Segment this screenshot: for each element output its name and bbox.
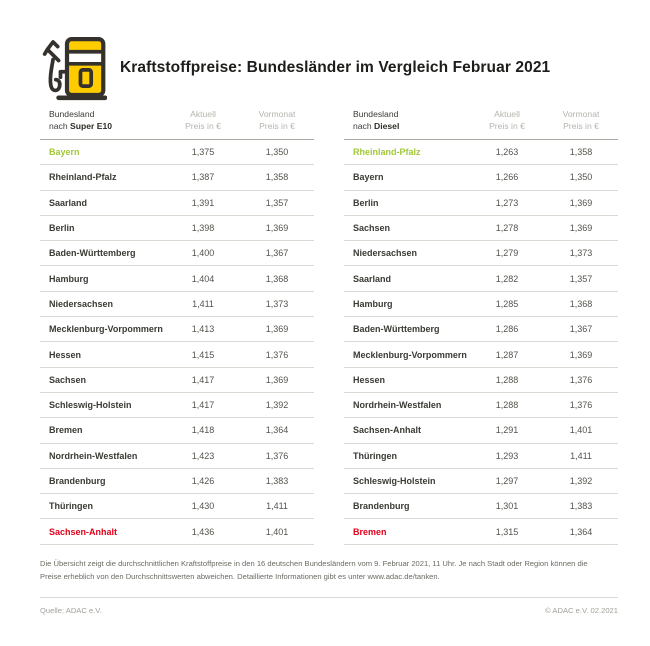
table-header	[40, 109, 314, 140]
state-name: Nordrhein-Westfalen	[49, 450, 138, 461]
current-price: 1,417	[191, 374, 215, 385]
state-name: Sachsen-Anhalt	[49, 526, 118, 537]
table-row	[40, 418, 314, 443]
current-price: 1,375	[191, 147, 215, 158]
column-header-previous: Vormonat Preis in €	[562, 109, 600, 131]
current-price: 1,263	[495, 147, 519, 158]
state-name: Sachsen-Anhalt	[353, 425, 422, 436]
state-name: Sachsen	[353, 223, 391, 234]
current-price: 1,288	[495, 374, 519, 385]
state-name: Bremen	[353, 526, 387, 537]
previous-month-price: 1,411	[570, 450, 592, 461]
source-label: Quelle: ADAC e.V.	[40, 605, 102, 615]
previous-month-price: 1,357	[265, 197, 289, 208]
previous-month-price: 1,376	[569, 400, 593, 411]
previous-month-price: 1,383	[265, 476, 289, 486]
state-name: Bayern	[49, 147, 80, 158]
previous-month-price: 1,376	[569, 374, 593, 385]
table-row	[344, 241, 618, 266]
table-row	[344, 342, 618, 367]
current-price: 1,426	[191, 476, 215, 486]
current-price: 1,430	[191, 501, 215, 512]
current-price: 1,418	[191, 425, 215, 436]
table-row	[40, 216, 314, 241]
previous-month-price: 1,357	[569, 273, 593, 284]
state-name: Nordrhein-Westfalen	[353, 400, 442, 411]
current-price: 1,266	[495, 172, 519, 183]
current-price: 1,282	[495, 273, 519, 284]
previous-month-price: 1,376	[265, 349, 289, 360]
table-row	[344, 368, 618, 393]
table-row	[344, 292, 618, 317]
table-row	[40, 191, 314, 216]
current-price: 1,315	[495, 526, 519, 537]
state-name: Sachsen	[49, 374, 87, 385]
current-price: 1,391	[191, 197, 215, 208]
previous-month-price: 1,376	[265, 450, 289, 461]
table-row	[344, 494, 618, 519]
table-row	[344, 266, 618, 291]
state-name: Hessen	[353, 374, 386, 385]
state-name: Niedersachsen	[49, 298, 114, 309]
current-price: 1,273	[495, 197, 519, 208]
previous-month-price: 1,367	[569, 324, 593, 335]
previous-month-price: 1,369	[569, 197, 593, 208]
current-price: 1,285	[495, 298, 519, 309]
previous-month-price: 1,369	[569, 223, 593, 234]
table-row	[344, 216, 618, 241]
tables-container	[40, 109, 618, 545]
previous-month-price: 1,369	[265, 374, 289, 385]
copyright-label: © ADAC e.V. 02.2021	[545, 605, 618, 615]
current-price: 1,400	[191, 248, 215, 259]
table-row	[344, 519, 618, 544]
state-name: Brandenburg	[49, 476, 106, 486]
current-price: 1,413	[191, 324, 215, 335]
table-header	[344, 109, 618, 140]
previous-month-price: 1,401	[569, 425, 593, 436]
previous-month-price: 1,369	[265, 324, 289, 335]
current-price: 1,288	[495, 400, 519, 411]
fuel-type-label: Diesel	[374, 120, 400, 131]
state-name: Schleswig-Holstein	[353, 476, 436, 486]
table-row	[344, 140, 618, 165]
table-row	[40, 444, 314, 469]
current-price: 1,286	[495, 324, 519, 335]
column-header-state: Bundesland nach Super E10	[49, 109, 113, 131]
table-row	[344, 393, 618, 418]
current-price: 1,387	[191, 172, 215, 183]
previous-month-price: 1,369	[569, 349, 593, 360]
previous-month-price: 1,367	[265, 248, 289, 259]
state-name: Baden-Württemberg	[49, 248, 136, 259]
column-header-current: Aktuell Preis in €	[489, 109, 525, 131]
state-name: Bayern	[353, 172, 384, 183]
current-price: 1,423	[191, 450, 215, 461]
table-row	[40, 469, 314, 494]
table-row	[40, 519, 314, 544]
previous-month-price: 1,364	[265, 425, 289, 436]
table-row	[40, 165, 314, 190]
current-price: 1,398	[191, 223, 215, 234]
table-row	[40, 292, 314, 317]
state-name: Mecklenburg-Vorpommern	[49, 324, 163, 335]
table-row	[40, 393, 314, 418]
header	[40, 33, 618, 103]
state-name: Hamburg	[353, 298, 393, 309]
state-name: Thüringen	[353, 450, 397, 461]
super-e10-table	[40, 109, 314, 545]
page-title: Kraftstoffpreise: Bundesländer im Vergleich Februar 2021	[120, 59, 551, 76]
state-name: Baden-Württemberg	[353, 324, 440, 335]
state-name: Rheinland-Pfalz	[49, 172, 117, 183]
state-name: Hessen	[49, 349, 82, 360]
previous-month-price: 1,350	[265, 147, 289, 158]
previous-month-price: 1,368	[265, 273, 289, 284]
table-row	[40, 266, 314, 291]
state-name: Thüringen	[49, 501, 93, 512]
previous-month-price: 1,373	[569, 248, 593, 259]
table-row	[344, 165, 618, 190]
previous-month-price: 1,358	[265, 172, 289, 183]
table-row	[40, 368, 314, 393]
current-price: 1,417	[191, 400, 215, 411]
previous-month-price: 1,401	[265, 526, 289, 537]
state-name: Hamburg	[49, 273, 89, 284]
table-row	[40, 494, 314, 519]
current-price: 1,404	[191, 273, 215, 284]
state-name: Saarland	[353, 273, 392, 284]
state-name: Saarland	[49, 197, 88, 208]
previous-month-price: 1,373	[265, 298, 289, 309]
state-name: Berlin	[353, 197, 379, 208]
current-price: 1,287	[495, 349, 519, 360]
current-price: 1,279	[495, 248, 519, 259]
state-name: Mecklenburg-Vorpommern	[353, 349, 467, 360]
current-price: 1,415	[191, 349, 215, 360]
current-price: 1,301	[495, 501, 519, 512]
previous-month-price: 1,358	[569, 147, 593, 158]
state-name: Berlin	[49, 223, 75, 234]
previous-month-price: 1,392	[265, 400, 289, 411]
diesel-table	[344, 109, 618, 545]
table-rows	[344, 140, 618, 545]
previous-month-price: 1,364	[569, 526, 593, 537]
table-rows	[40, 140, 314, 545]
column-header-current: Aktuell Preis in €	[185, 109, 221, 131]
table-row	[40, 140, 314, 165]
previous-month-price: 1,369	[265, 223, 289, 234]
previous-month-price: 1,350	[569, 172, 593, 183]
previous-month-price: 1,392	[569, 476, 593, 486]
fuel-type-label: Super E10	[70, 120, 113, 131]
column-header-state: Bundesland nach Diesel	[353, 109, 400, 131]
table-row	[40, 317, 314, 342]
current-price: 1,278	[495, 223, 519, 234]
previous-month-price: 1,411	[266, 501, 288, 512]
table-row	[40, 241, 314, 266]
current-price: 1,297	[495, 476, 519, 486]
previous-month-price: 1,383	[569, 501, 593, 512]
column-header-previous: Vormonat Preis in €	[258, 109, 296, 131]
table-row	[40, 342, 314, 367]
state-name: Schleswig-Holstein	[49, 400, 132, 411]
table-row	[344, 444, 618, 469]
previous-month-price: 1,368	[569, 298, 593, 309]
state-name: Niedersachsen	[353, 248, 418, 259]
current-price: 1,293	[495, 450, 519, 461]
table-row	[344, 191, 618, 216]
state-name: Brandenburg	[353, 501, 410, 512]
current-price: 1,436	[191, 526, 215, 537]
current-price: 1,291	[495, 425, 519, 436]
state-name: Bremen	[49, 425, 83, 436]
table-row	[344, 469, 618, 494]
table-row	[344, 418, 618, 443]
state-name: Rheinland-Pfalz	[353, 147, 421, 158]
footer	[40, 597, 618, 615]
fuel-pump-icon	[40, 34, 107, 102]
disclaimer-text: Die Übersicht zeigt die durchschnittlichen Kraftstoffpreise in den 16 deutschen Bundesländern vom 9. Februar 2021, 11 Uhr. Je nach Stadt oder Region können die Preise erheblich von den Durchschnittswerten abweichen. Detaillierte Informationen gibt es unter www.adac.de/tanken.	[40, 558, 588, 582]
current-price: 1,411	[192, 298, 214, 309]
table-row	[344, 317, 618, 342]
